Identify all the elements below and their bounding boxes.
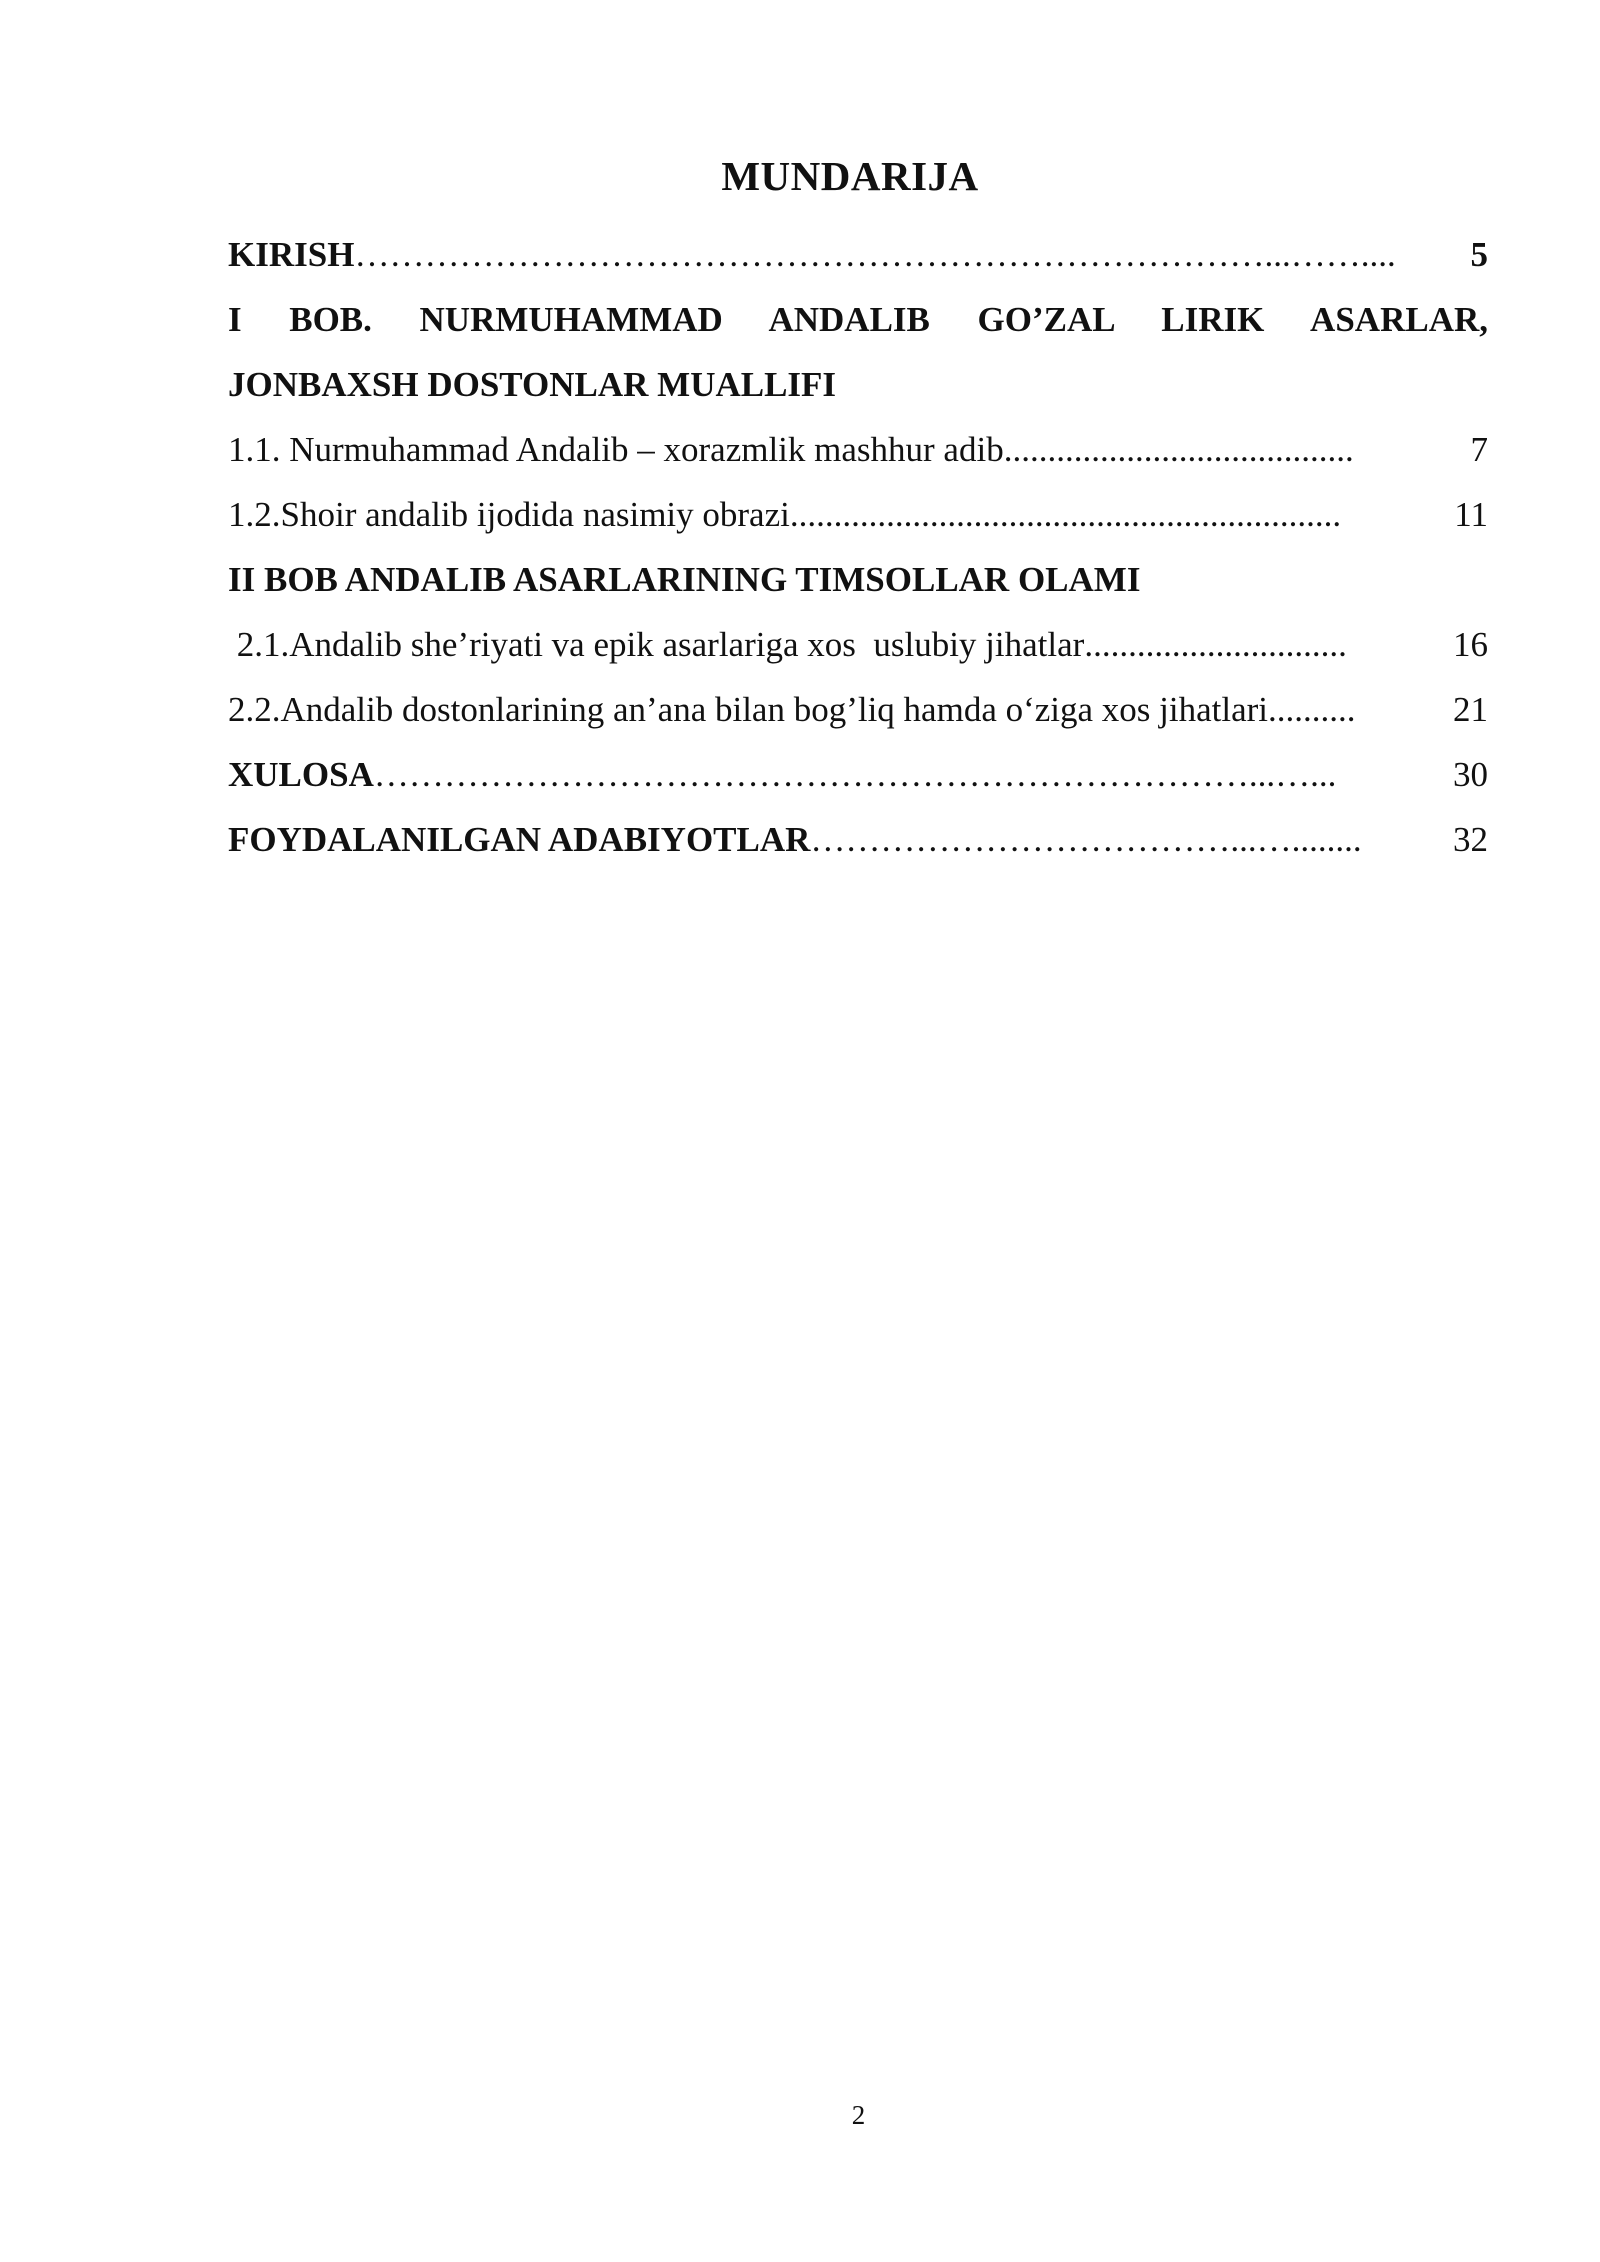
toc-entry-label: XULOSA: [228, 755, 374, 794]
toc-leader-dots: ..........: [1268, 690, 1356, 729]
toc-entry-conclusion: [228, 742, 1488, 807]
toc-page-number: 16: [1453, 625, 1488, 664]
toc-chapter-1: [228, 287, 1488, 417]
toc-entry-label: 2.1.Andalib she’riyati va epik asarlariga xos uslubiy jihatlar: [228, 625, 1085, 664]
toc-chapter-2: [228, 547, 1488, 612]
toc-chapter-1-line1: I BOB. NURMUHAMMAD ANDALIB GO’ZAL LIRIK ASARLAR,: [228, 300, 1488, 339]
toc-entry-label: 1.2.Shoir andalib ijodida nasimiy obrazi: [228, 495, 790, 534]
toc-leader-dots: ………………………………...…........: [810, 820, 1362, 859]
toc-entry-intro: [228, 222, 1488, 287]
toc-entry-label: KIRISH: [228, 235, 355, 274]
toc-entry-1-1: [228, 417, 1488, 482]
toc-page-number: 30: [1453, 755, 1488, 794]
toc-page-number: 7: [1470, 430, 1488, 469]
toc-chapter-2-label: II BOB ANDALIB ASARLARINING TIMSOLLAR OLAMI: [228, 560, 1141, 599]
toc-chapter-1-line2: JONBAXSH DOSTONLAR MUALLIFI: [228, 365, 837, 404]
toc-leader-dots: ........................................: [1003, 430, 1354, 469]
toc-entry-1-2: [228, 482, 1488, 547]
toc-leader-dots: ..............................: [1084, 625, 1347, 664]
page-footer-number: 2: [851, 2100, 866, 2130]
page-title: MUNDARIJA: [721, 153, 979, 199]
toc-leader-dots: ……………………………………………………………………...……....: [354, 235, 1396, 274]
toc-entry-label: FOYDALANILGAN ADABIYOTLAR: [228, 820, 811, 859]
toc-entry-label: 1.1. Nurmuhammad Andalib – xorazmlik mashhur adib: [228, 430, 1004, 469]
toc-entry-2-2: [228, 677, 1488, 742]
table-of-contents: [228, 222, 1488, 872]
toc-leader-dots: …………………………………………………………………...…...: [373, 755, 1337, 794]
toc-page-number: 32: [1453, 820, 1488, 859]
toc-entry-label: 2.2.Andalib dostonlarining an’ana bilan bog’liq hamda o‘ziga xos jihatlari: [228, 690, 1269, 729]
toc-leader-dots: ...............................................................: [789, 495, 1342, 534]
toc-page-number: 21: [1453, 690, 1488, 729]
toc-page-number: 5: [1470, 235, 1488, 274]
toc-page-number: 11: [1454, 495, 1488, 534]
toc-entry-2-1: [228, 612, 1488, 677]
toc-entry-references: [228, 807, 1488, 872]
